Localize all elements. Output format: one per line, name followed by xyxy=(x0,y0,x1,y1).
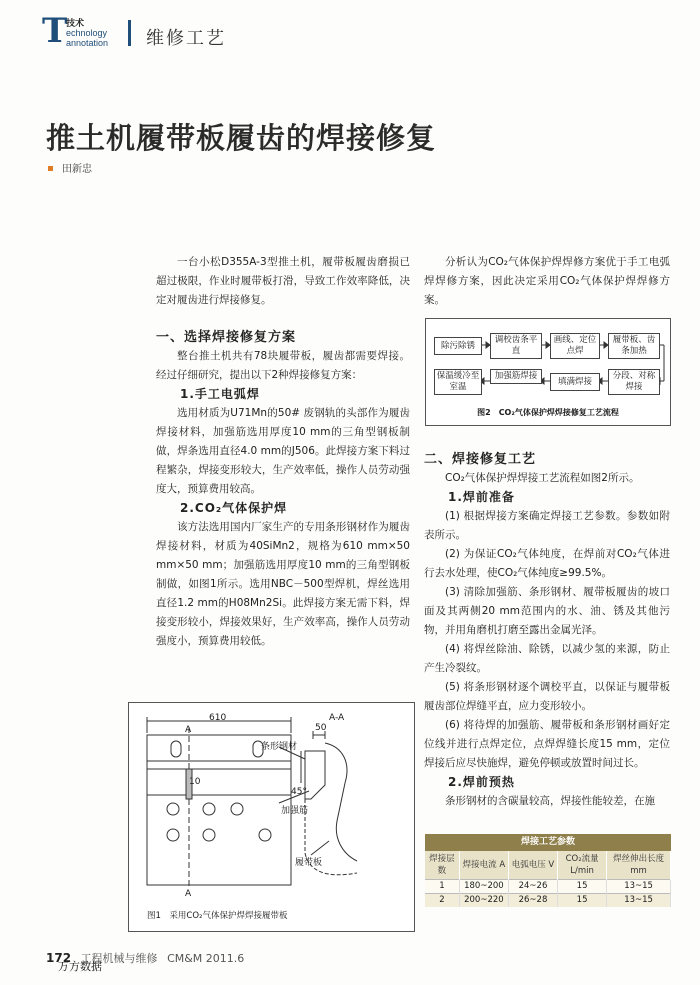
flow-box-cooling: 保温缓冷至室温 xyxy=(434,369,482,395)
logo-line2: annotation xyxy=(66,38,109,48)
prep-step-5: (5) 将条形钢材逐个调校平直，以保证与履带板履齿部位焊缝平直，应力变形较小。 xyxy=(424,681,670,712)
logo-cn: 技术 xyxy=(66,18,85,28)
label-rib: 加强筋 xyxy=(281,806,309,816)
flowchart-figure xyxy=(425,318,671,426)
label-steel-bar: 条形钢材 xyxy=(261,742,298,752)
prep-step-1: (1) 根据焊接方案确定焊接工艺参数。参数如附表所示。 xyxy=(424,510,670,541)
method1-paragraph: 选用材质为U71Mn的50# 废钢轨的头部作为履齿焊接材料，加强筋选用厚度10 mm的三角型钢板制做，焊条选用直径4.0 mm的J506。此焊接方案下料过程繁杂，焊接变形较大，生产效率低，操作人员劳动强度大，预算费用较高。 xyxy=(156,407,410,495)
page-number: 172 xyxy=(46,951,72,965)
section-mark-bottom: A xyxy=(185,889,192,899)
table-cell: 2 xyxy=(425,894,459,908)
intro-paragraph: 一台小松D355A-3型推土机，履带板履齿磨损已超过极限，作业时履带板打滑，导致工作效率降低，决定对履齿进行焊接修复。 xyxy=(156,256,410,306)
table-header-cell: 焊丝伸出长度 mm xyxy=(607,851,671,880)
section1-heading: 一、选择焊接修复方案 xyxy=(156,330,297,345)
flow-box-marking: 画线、定位点焊 xyxy=(550,333,600,359)
dim-10-label: 10 xyxy=(189,777,201,787)
table-header-cell: 电弧电压 V xyxy=(508,851,557,880)
header-divider xyxy=(128,20,131,46)
table-cell: 200~220 xyxy=(459,894,508,908)
prep-step-4: (4) 将焊丝除油、除锈，以减少氢的来源，防止产生冷裂纹。 xyxy=(424,643,670,674)
article-author: 田新忠 xyxy=(62,164,92,175)
table-row xyxy=(425,880,671,894)
preheat-heading: 2.焊前预热 xyxy=(448,775,515,789)
article-title: 推土机履带板履齿的焊接修复 xyxy=(46,121,437,155)
section1-paragraph: 整台推土机共有78块履带板，履齿都需要焊接。经过仔细研究，提出以下2种焊接修复方案： xyxy=(156,350,410,381)
method2-heading: 2.CO₂气体保护焊 xyxy=(180,501,288,515)
table-cell: 15 xyxy=(558,894,607,908)
table-cell: 1 xyxy=(425,880,459,894)
section-name: 维修工艺 xyxy=(146,28,226,49)
watermark: 万方数据 xyxy=(58,960,102,973)
analysis-paragraph: 分析认为CO₂气体保护焊焊修方案优于手工电弧焊焊修方案，因此决定采用CO₂气体保护焊焊修方案。 xyxy=(424,256,670,306)
table-title: 焊接工艺参数 xyxy=(425,834,671,851)
section-mark-top: A xyxy=(185,725,192,735)
prep-step-2: (2) 为保证CO₂气体纯度，在焊前对CO₂气体进行去水处理，使CO₂气体纯度≥99.5%。 xyxy=(424,548,670,579)
flow-box-clean: 除污除锈 xyxy=(434,337,482,355)
figure-1 xyxy=(128,702,415,932)
figure-1-caption: 图1 采用CO₂气体保护焊焊接履带板 xyxy=(147,911,288,921)
logo-line1: echnology xyxy=(66,28,108,38)
preheat-paragraph: 条形钢材的含碳量较高，焊接性能较差，在施 xyxy=(445,795,655,807)
flow-box-straighten: 调校齿条平直 xyxy=(490,333,542,359)
label-track-plate: 履带板 xyxy=(295,858,323,868)
flowchart-caption: 图2 CO₂气体保护焊焊接修复工艺流程 xyxy=(477,408,619,417)
params-table xyxy=(425,851,671,907)
journal-issue: CM&M 2011.6 xyxy=(167,952,245,965)
table-header-cell: 焊接层数 xyxy=(425,851,459,880)
dim-angle-label: 45° xyxy=(291,787,307,797)
dim-50-label: 50 xyxy=(315,723,327,733)
method1-heading: 1.手工电弧焊 xyxy=(180,387,260,401)
flow-box-heating: 履带板、齿条加热 xyxy=(608,333,660,359)
table-header-row xyxy=(425,851,671,880)
flow-box-rib-weld: 加强筋焊接 xyxy=(490,369,542,384)
right-column-body xyxy=(424,450,670,811)
left-column xyxy=(156,253,410,651)
table-header-cell: CO₂流量 L/min xyxy=(558,851,607,880)
table-cell: 15 xyxy=(558,880,607,894)
section2-paragraph: CO₂气体保护焊焊接工艺流程如图2所示。 xyxy=(445,472,640,484)
flow-box-segment-weld: 分段、对称焊接 xyxy=(608,369,660,395)
section2-heading: 二、焊接修复工艺 xyxy=(424,452,537,467)
logo-letter: T xyxy=(42,11,68,51)
table-row xyxy=(425,894,671,908)
method2-paragraph: 该方法选用国内厂家生产的专用条形钢材作为履齿焊接材料，材质为40SiMn2，规格为610 mm×50 mm×50 mm；加强筋选用厚度10 mm的三角型钢板制做，如图1所示。选用NBC－500型焊机，焊丝选用直径1.2 mm的H08Mn2Si。此焊接方案无需下料，焊接变形较小，焊接效果好，生产效率高，操作人员劳动强度小，预算费用较低。 xyxy=(156,521,410,647)
prep-step-3: (3) 清除加强筋、条形钢材、履带板履齿的坡口面及其两侧20 mm范围内的水、油、锈及其他污物，并用角磨机打磨至露出金属光泽。 xyxy=(424,586,670,636)
welding-params-table xyxy=(425,834,671,907)
table-cell: 24~26 xyxy=(508,880,557,894)
table-cell: 26~28 xyxy=(508,894,557,908)
author-bullet-icon xyxy=(48,166,53,171)
prep-step-6: (6) 将待焊的加强筋、履带板和条形钢材画好定位线并进行点焊定位，点焊焊缝长度15 mm，定位焊接后应尽快施焊，避免停顿或放置时间过长。 xyxy=(424,719,670,769)
journal-name: 工程机械与维修 xyxy=(80,952,158,965)
flow-box-fill-weld: 填满焊接 xyxy=(550,373,600,391)
section-label: A-A xyxy=(329,713,345,723)
table-cell: 180~200 xyxy=(459,880,508,894)
table-header-cell: 焊接电流 A xyxy=(459,851,508,880)
prep-heading: 1.焊前准备 xyxy=(448,490,515,504)
dim-width-label: 610 xyxy=(209,713,227,723)
figure-1-drawing xyxy=(129,703,414,931)
logo-text xyxy=(66,18,108,48)
right-column-top xyxy=(424,253,670,310)
table-cell: 13~15 xyxy=(607,880,671,894)
table-cell: 13~15 xyxy=(607,894,671,908)
